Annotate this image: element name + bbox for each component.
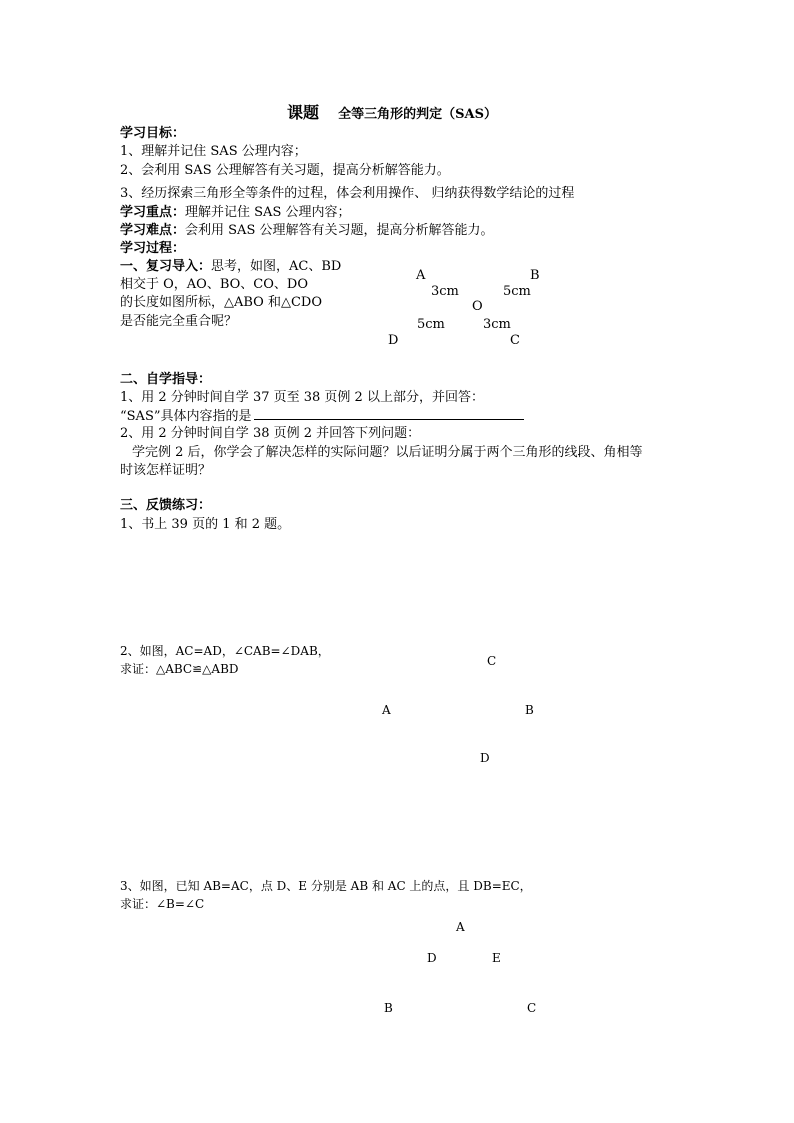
fig3-point-d: D [427, 951, 437, 965]
fig1-point-b: B [530, 268, 540, 283]
self-study-line-1: 1、用 2 分钟时间自学 37 页至 38 页例 2 以上部分，并回答： [120, 390, 484, 405]
sas-prompt: “SAS”具体内容指的是 [120, 409, 252, 424]
fig1-point-d: D [388, 333, 399, 348]
process-heading: 学习过程： [120, 241, 186, 256]
self-study-line-3: 2、用 2 分钟时间自学 38 页例 2 并回答下列问题： [120, 426, 421, 441]
page-title [287, 100, 497, 123]
feedback-q3-line-2: 求证：∠B=∠C [120, 897, 205, 911]
objectives-heading: 学习目标： [120, 126, 186, 141]
difficulty-text: 会利用 SAS 公理解答有关习题，提高分析解答能力。 [185, 223, 494, 238]
answer-blank[interactable] [254, 407, 524, 420]
fig2-point-a: A [382, 703, 391, 717]
review-line-1 [120, 255, 341, 274]
fig1-len-ao: 3cm [431, 284, 459, 299]
fig2-point-c: C [487, 654, 497, 668]
key-point-text: 理解并记住 SAS 公理内容； [185, 205, 351, 220]
fig1-len-do: 5cm [417, 317, 445, 332]
review-line-2: 相交于 O，AO、BO、CO、DO [120, 277, 308, 292]
key-point-label: 学习重点： [120, 205, 186, 220]
title-sub: 全等三角形的判定（SAS） [338, 107, 497, 122]
fig1-point-a: A [416, 268, 426, 283]
fig1-len-bo: 5cm [503, 284, 531, 299]
feedback-q2-line-1: 2、如图，AC=AD，∠CAB=∠DAB， [120, 644, 330, 658]
feedback-heading: 三、反馈练习： [120, 498, 212, 513]
fig2-point-d: D [480, 751, 490, 765]
self-study-line-5: 时该怎样证明？ [120, 463, 212, 478]
fig3-point-b: B [384, 1001, 393, 1015]
fig3-point-a: A [456, 920, 465, 934]
review-label: 一、复习导入： [120, 259, 212, 274]
fig3-point-e: E [492, 951, 501, 965]
review-line-3: 的长度如图所标，△ABO 和△CDO [120, 295, 322, 310]
difficulty-label: 学习难点： [120, 223, 186, 238]
fig3-point-c: C [527, 1001, 537, 1015]
feedback-q2-line-2: 求证：△ABC≌△ABD [120, 662, 239, 676]
objective-1: 1、理解并记住 SAS 公理内容； [120, 144, 307, 159]
fig1-point-c: C [510, 333, 520, 348]
objective-3: 3、经历探索三角形全等条件的过程，体会利用操作、 归纳获得数学结论的过程 [120, 186, 575, 201]
fig1-len-co: 3cm [483, 317, 511, 332]
difficulty [120, 219, 493, 238]
self-study-line-4: 学完例 2 后，你学会了解决怎样的实际问题？以后证明分属于两个三角形的线段、角相等 [132, 445, 643, 460]
fig2-point-b: B [525, 703, 534, 717]
key-point [120, 201, 350, 220]
review-line-4: 是否能完全重合呢？ [120, 314, 238, 329]
feedback-q3-line-1: 3、如图，已知 AB=AC，点 D、E 分别是 AB 和 AC 上的点，且 DB=EC， [120, 879, 532, 893]
self-study-heading: 二、自学指导： [120, 372, 212, 387]
objective-2: 2、会利用 SAS 公理解答有关习题，提高分析解答能力。 [120, 163, 450, 178]
review-text-1: 思考，如图，AC、BD [211, 259, 342, 274]
title-main: 课题 [287, 103, 320, 122]
feedback-q1: 1、书上 39 页的 1 和 2 题。 [120, 517, 291, 532]
fig1-point-o: O [472, 299, 483, 314]
